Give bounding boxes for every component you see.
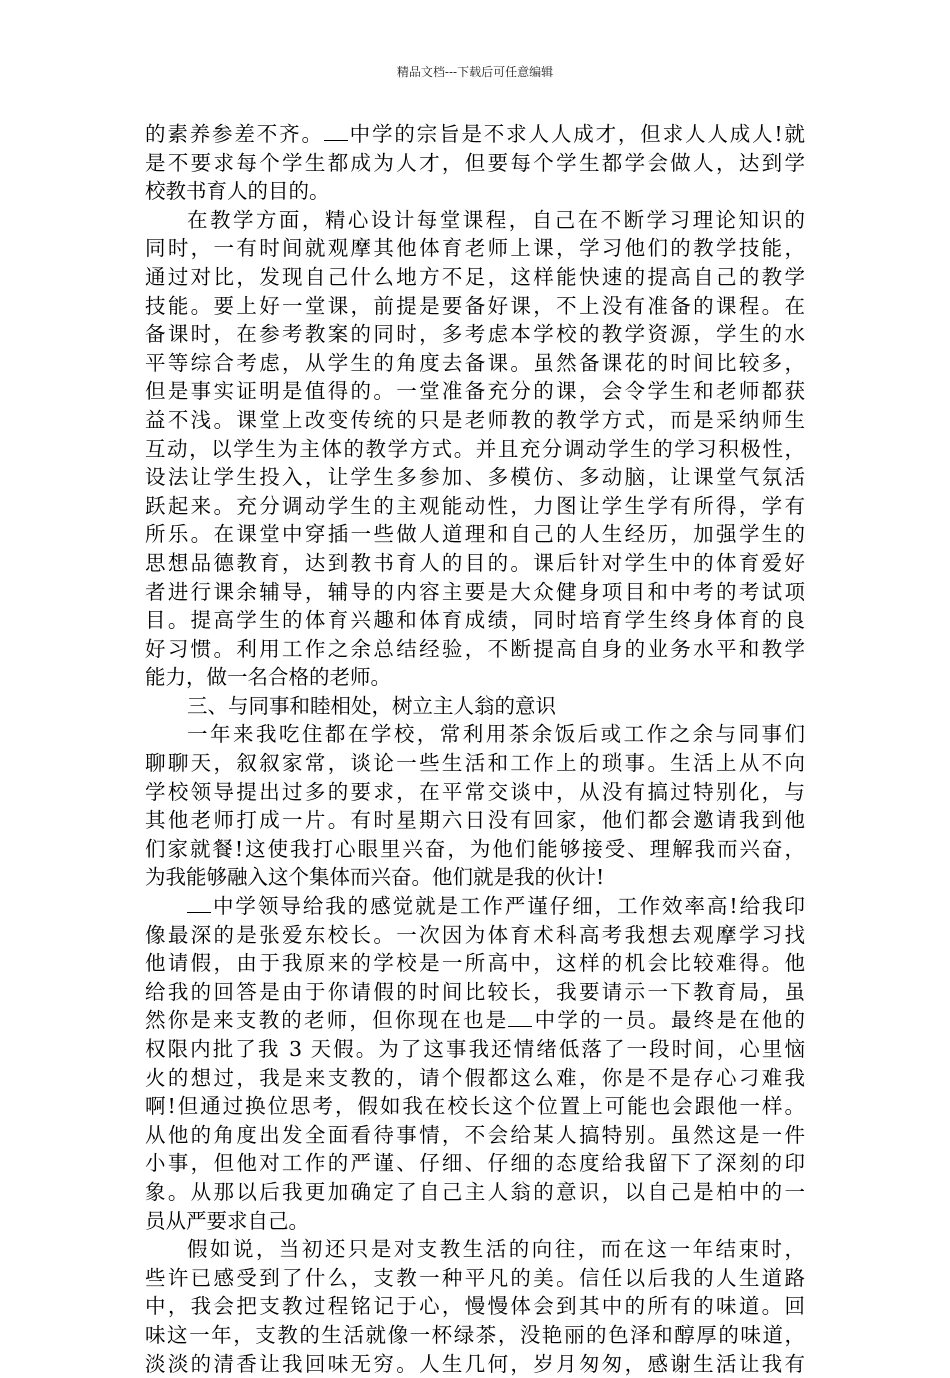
text-line: 像最深的是张爱东校长。一次因为体育术科高考我想去观摩学习找 bbox=[145, 922, 805, 947]
text-line: 互动，以学生为主体的教学方式。并且充分调动学生的学习积极性， bbox=[145, 436, 805, 461]
text-line: 平等综合考虑，从学生的角度去备课。虽然备课花的时间比较多， bbox=[145, 350, 805, 375]
text-line: 跃起来。充分调动学生的主观能动性，力图让学生学有所得，学有 bbox=[145, 493, 805, 518]
text-line: 设法让学生投入，让学生多参加、多模仿、多动脑，让课堂气氛活 bbox=[145, 465, 805, 490]
text-line-rest: 中学的一员。最终是在他的 bbox=[532, 1008, 806, 1033]
text-line: 们家就餐!这使我打心眼里兴奋，为他们能够接受、理解我而兴奋， bbox=[145, 836, 805, 861]
text-line: 技能。要上好一堂课，前提是要备好课，不上没有准备的课程。在 bbox=[145, 293, 805, 318]
text-line: 象。从那以后我更加确定了自己主人翁的意识，以自己是柏中的一 bbox=[145, 1179, 805, 1204]
text-line: 其他老师打成一片。有时星期六日没有回家，他们都会邀请我到他 bbox=[145, 808, 805, 833]
text-line: 备课时，在参考教案的同时，多考虑本学校的教学资源，学生的水 bbox=[145, 322, 805, 347]
blank-underline bbox=[187, 892, 211, 913]
text-line-lead: 的素养参差不齐。 bbox=[145, 122, 324, 146]
text-line: 所乐。在课堂中穿插一些做人道理和自己的人生经历，加强学生的 bbox=[145, 522, 805, 547]
text-line: 学校领导提出过多的要求，在平常交谈中，从没有搞过特别化，与 bbox=[145, 779, 805, 804]
text-line: 为我能够融入这个集体而兴奋。他们就是我的伙计! bbox=[145, 865, 605, 890]
text-line: 淡淡的清香让我回味无穷。人生几何，岁月匆匆，感谢生活让我有 bbox=[145, 1351, 805, 1376]
text-line bbox=[145, 1006, 805, 1035]
text-line-rest: 中学的宗旨是不求人人成才，但求人人成人!就 bbox=[347, 122, 805, 146]
text-line: 从他的角度出发全面看待事情，不会给某人搞特别。虽然这是一件 bbox=[145, 1122, 805, 1147]
text-line: 小事，但他对工作的严谨、仔细、仔细的态度给我留下了深刻的印 bbox=[145, 1151, 805, 1176]
text-line: 同时，一有时间就观摩其他体育老师上课，学习他们的教学技能， bbox=[145, 236, 805, 261]
text-line: 啊!但通过换位思考，假如我在校长这个位置上可能也会跟他一样。 bbox=[145, 1094, 805, 1119]
text-line: 者进行课余辅导，辅导的内容主要是大众健身项目和中考的考试项 bbox=[145, 579, 805, 604]
text-line: 思想品德教育，达到教书育人的目的。课后针对学生中的体育爱好 bbox=[145, 550, 805, 575]
text-line: 校教书育人的目的。 bbox=[145, 179, 330, 204]
text-line: 但是事实证明是值得的。一堂准备充分的课，会令学生和老师都获 bbox=[145, 379, 805, 404]
text-line: 能力，做一名合格的老师。 bbox=[145, 665, 391, 690]
text-line bbox=[145, 892, 805, 921]
text-line: 益不浅。课堂上改变传统的只是老师教的教学方式，而是采纳师生 bbox=[145, 407, 805, 432]
text-line: 目。提高学生的体育兴趣和体育成绩，同时培育学生终身体育的良 bbox=[145, 608, 805, 633]
text-line: 他请假，由于我原来的学校是一所高中，这样的机会比较难得。他 bbox=[145, 951, 805, 976]
text-line: 是不要求每个学生都成为人才，但要每个学生都学会做人，达到学 bbox=[145, 150, 805, 175]
text-line: 在教学方面，精心设计每堂课程，自己在不断学习理论知识的 bbox=[187, 207, 805, 232]
text-line: 给我的回答是由于你请假的时间比较长，我要请示一下教育局，虽 bbox=[145, 979, 805, 1004]
text-line: 好习惯。利用工作之余总结经验，不断提高自身的业务水平和教学 bbox=[145, 636, 805, 661]
text-line: 火的想过，我是来支教的，请个假都这么难，你是不是存心刁难我 bbox=[145, 1065, 805, 1090]
text-line: 三、与同事和睦相处，树立主人翁的意识 bbox=[187, 693, 556, 718]
text-line: 中，我会把支教过程铭记于心，慢慢体会到其中的所有的味道。回 bbox=[145, 1294, 805, 1319]
blank-underline bbox=[508, 1006, 532, 1027]
text-line bbox=[145, 120, 805, 149]
page-header: 精品文档---下载后可任意编辑 bbox=[396, 65, 554, 79]
blank-underline bbox=[324, 120, 348, 141]
text-line-lead: 然你是来支教的老师，但你现在也是 bbox=[145, 1008, 509, 1033]
text-line: 假如说，当初还只是对支教生活的向往，而在这一年结束时， bbox=[187, 1237, 805, 1262]
text-line: 一年来我吃住都在学校，常利用茶余饭后或工作之余与同事们 bbox=[187, 722, 805, 747]
text-line: 通过对比，发现自己什么地方不足，这样能快速的提高自己的教学 bbox=[145, 264, 805, 289]
document-body bbox=[145, 120, 805, 1378]
text-line: 聊聊天，叙叙家常，谈论一些生活和工作上的琐事。生活上从不向 bbox=[145, 751, 805, 776]
text-line-rest: 中学领导给我的感觉就是工作严谨仔细，工作效率高!给我印 bbox=[211, 894, 805, 919]
text-line: 些许已感受到了什么，支教一种平凡的美。信任以后我的人生道路 bbox=[145, 1265, 805, 1290]
text-line: 员从严要求自己。 bbox=[145, 1208, 309, 1233]
text-line: 权限内批了我 3 天假。为了这事我还情绪低落了一段时间，心里恼 bbox=[145, 1037, 805, 1061]
text-line: 味这一年，支教的生活就像一杯绿茶，没艳丽的色泽和醇厚的味道， bbox=[145, 1322, 805, 1347]
